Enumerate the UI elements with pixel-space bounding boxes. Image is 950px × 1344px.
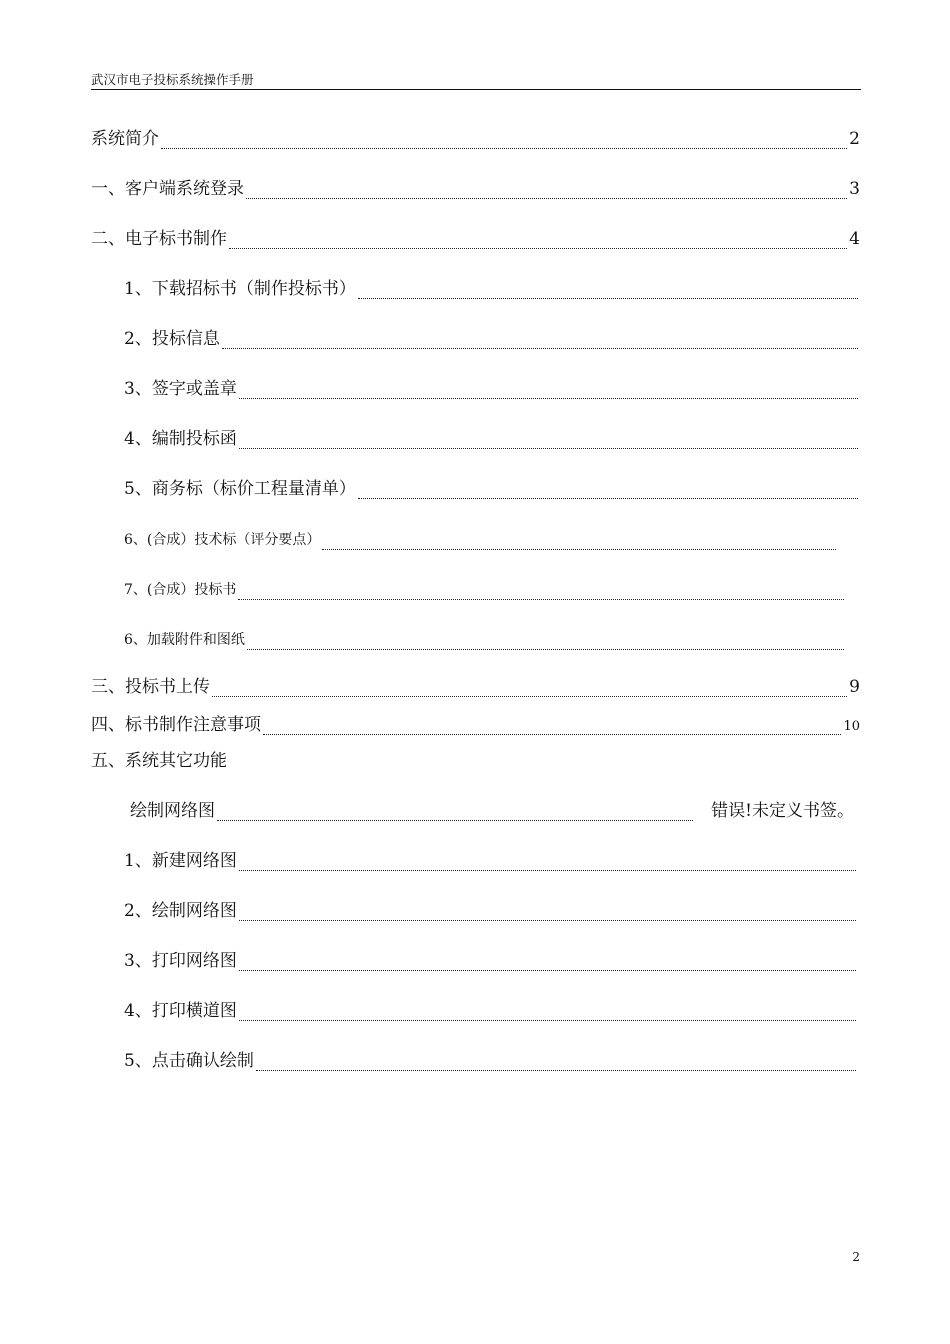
toc-entry-label: 6、加载附件和图纸	[124, 632, 245, 648]
toc-leader	[239, 1016, 856, 1021]
toc-entry-label: 系统简介	[91, 129, 159, 149]
toc-leader	[322, 545, 836, 550]
toc-entry-label: 二、电子标书制作	[91, 229, 227, 249]
toc-leader	[212, 692, 847, 697]
toc-entry-page: 10	[843, 719, 860, 734]
toc-entry[interactable]	[124, 628, 854, 652]
toc-entry[interactable]	[124, 477, 868, 501]
toc-leader	[239, 394, 858, 399]
toc-leader	[222, 344, 858, 349]
toc-entry[interactable]	[91, 177, 860, 201]
toc-leader	[246, 194, 847, 199]
toc-entry-label: 5、点击确认绘制	[124, 1051, 254, 1071]
toc-entry-page: 4	[849, 229, 860, 249]
toc-entry[interactable]	[124, 999, 866, 1023]
toc-entry-page: 2	[849, 129, 860, 149]
toc-leader	[238, 595, 844, 600]
toc-entry[interactable]	[124, 899, 866, 923]
toc-entry-page: 错误!未定义书签。	[711, 801, 854, 821]
toc-entry[interactable]	[124, 849, 866, 873]
page-number: 2	[852, 1250, 860, 1264]
toc-leader	[239, 444, 858, 449]
toc-leader	[358, 494, 858, 499]
toc-entry[interactable]	[124, 528, 846, 552]
toc-entry-label: 4、打印横道图	[124, 1001, 237, 1021]
toc-entry-page: 3	[849, 179, 860, 199]
toc-entry-label: 2、投标信息	[124, 329, 220, 349]
toc-entry-label: 五、系统其它功能	[91, 751, 227, 771]
toc-entry[interactable]	[91, 749, 391, 773]
toc-leader	[358, 294, 858, 299]
toc-entry[interactable]	[124, 578, 854, 602]
toc-entry-label: 三、投标书上传	[91, 677, 210, 697]
toc-leader	[263, 730, 841, 735]
toc-entry[interactable]	[124, 949, 866, 973]
toc-entry-label: 3、打印网络图	[124, 951, 237, 971]
toc-entry-label: 3、签字或盖章	[124, 379, 237, 399]
toc-entry[interactable]	[124, 327, 868, 351]
toc-entry-label: 一、客户端系统登录	[91, 179, 244, 199]
toc-entry[interactable]	[130, 799, 854, 823]
toc-leader	[229, 244, 847, 249]
toc-entry[interactable]	[124, 427, 868, 451]
toc-entry-label: 1、新建网络图	[124, 851, 237, 871]
toc-entry[interactable]	[91, 127, 860, 151]
header-title: 武汉市电子投标系统操作手册	[91, 72, 254, 87]
toc-leader	[239, 866, 856, 871]
toc-entry[interactable]	[124, 1049, 866, 1073]
toc-entry-label: 1、下载招标书（制作投标书）	[124, 279, 356, 299]
toc-entry-label: 四、标书制作注意事项	[91, 715, 261, 735]
toc-entry[interactable]	[124, 277, 868, 301]
toc-entry-label: 4、编制投标函	[124, 429, 237, 449]
toc-entry-label: 6、(合成）技术标（评分要点）	[124, 532, 321, 548]
toc-entry-label: 绘制网络图	[130, 801, 215, 821]
toc-entry[interactable]	[91, 675, 860, 699]
toc-entry[interactable]	[124, 377, 868, 401]
toc-leader	[161, 144, 847, 149]
toc-entry-page: 9	[849, 677, 860, 697]
toc-leader	[239, 916, 856, 921]
toc-entry-label: 2、绘制网络图	[124, 901, 237, 921]
toc-leader	[217, 816, 693, 821]
toc-entry-label: 5、商务标（标价工程量清单）	[124, 479, 356, 499]
toc-entry-label: 7、(合成）投标书	[124, 582, 237, 598]
toc-leader	[256, 1066, 856, 1071]
toc-entry[interactable]	[91, 227, 860, 251]
toc-leader	[247, 645, 844, 650]
toc-entry[interactable]	[91, 713, 860, 737]
toc-leader	[239, 966, 856, 971]
